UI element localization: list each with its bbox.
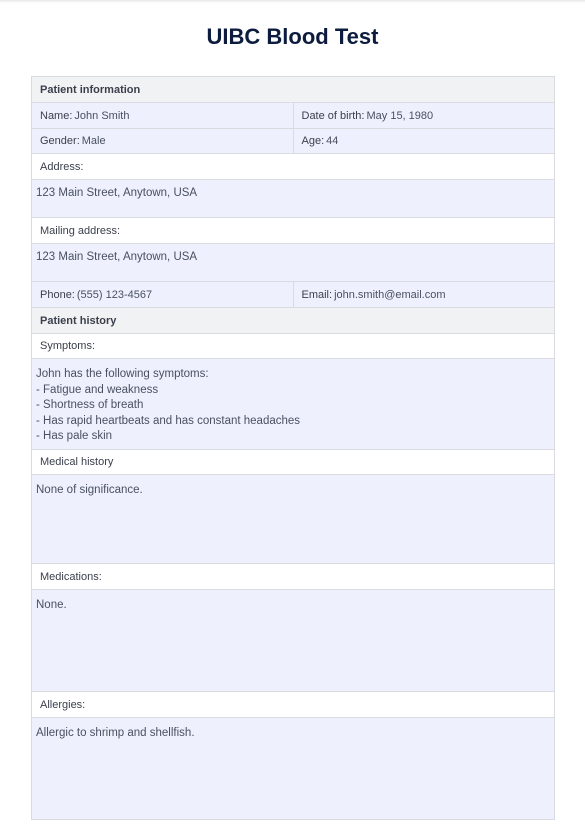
medications-label: Medications: <box>40 570 102 583</box>
gender-value: Male <box>81 135 106 147</box>
address-value: 123 Main Street, Anytown, USA <box>36 187 198 199</box>
page-title: UIBC Blood Test <box>206 24 379 49</box>
name-dob-row <box>32 103 554 129</box>
name-label: Name: <box>40 109 73 122</box>
allergies-label-row <box>32 692 554 718</box>
gender-age-row <box>32 129 554 154</box>
phone-email-row <box>32 282 554 308</box>
medical-history-field[interactable] <box>32 475 554 564</box>
symptoms-line: - Shortness of breath <box>36 399 144 411</box>
name-field[interactable] <box>32 103 293 128</box>
address-field[interactable] <box>32 180 554 218</box>
symptoms-line: - Has pale skin <box>36 430 113 442</box>
medications-value: None. <box>36 599 67 611</box>
gender-field[interactable] <box>32 129 293 153</box>
age-field[interactable] <box>293 129 555 153</box>
medical-history-label: Medical history <box>40 456 114 468</box>
medical-history-label-row <box>32 450 554 475</box>
symptoms-line: - Fatigue and weakness <box>36 383 159 396</box>
mailing-address-label: Mailing address: <box>40 224 121 237</box>
age-value: 44 <box>326 135 339 147</box>
symptoms-field[interactable] <box>32 359 554 450</box>
phone-label: Phone: <box>40 288 75 301</box>
allergies-label: Allergies: <box>40 698 86 711</box>
allergies-value: Allergic to shrimp and shellfish. <box>36 727 195 739</box>
email-label: Email: <box>301 288 333 301</box>
date-of-birth-label: Date of birth: <box>301 109 365 122</box>
age-label: Age: <box>301 135 325 147</box>
medications-label-row <box>32 564 554 590</box>
address-label-row <box>32 154 554 180</box>
mailing-address-label-row <box>32 218 554 244</box>
email-field[interactable] <box>293 282 555 307</box>
name-value: John Smith <box>74 109 130 122</box>
mailing-address-value: 123 Main Street, Anytown, USA <box>36 251 198 263</box>
medications-field[interactable] <box>32 590 554 692</box>
patient-history-header <box>32 308 554 334</box>
symptoms-line: John has the following symptoms: <box>36 368 209 380</box>
date-of-birth-value: May 15, 1980 <box>366 109 434 122</box>
symptoms-line: - Has rapid heartbeats and has constant headaches <box>36 414 301 427</box>
gender-label: Gender: <box>40 135 80 147</box>
section-title: Patient information <box>40 83 141 96</box>
top-shadow <box>0 0 585 3</box>
symptoms-label: Symptoms: <box>40 340 96 352</box>
symptoms-label-row <box>32 334 554 359</box>
phone-field[interactable] <box>32 282 293 307</box>
address-label: Address: <box>40 160 84 173</box>
email-value: john.smith@email.com <box>334 288 446 301</box>
medical-history-value: None of significance. <box>36 484 143 496</box>
section-title: Patient history <box>40 314 117 327</box>
mailing-address-field[interactable] <box>32 244 554 282</box>
allergies-field[interactable] <box>32 718 554 820</box>
blood-test-form <box>31 76 555 820</box>
patient-information-header <box>32 77 554 103</box>
date-of-birth-field[interactable] <box>293 103 555 128</box>
phone-value: (555) 123-4567 <box>76 288 153 301</box>
